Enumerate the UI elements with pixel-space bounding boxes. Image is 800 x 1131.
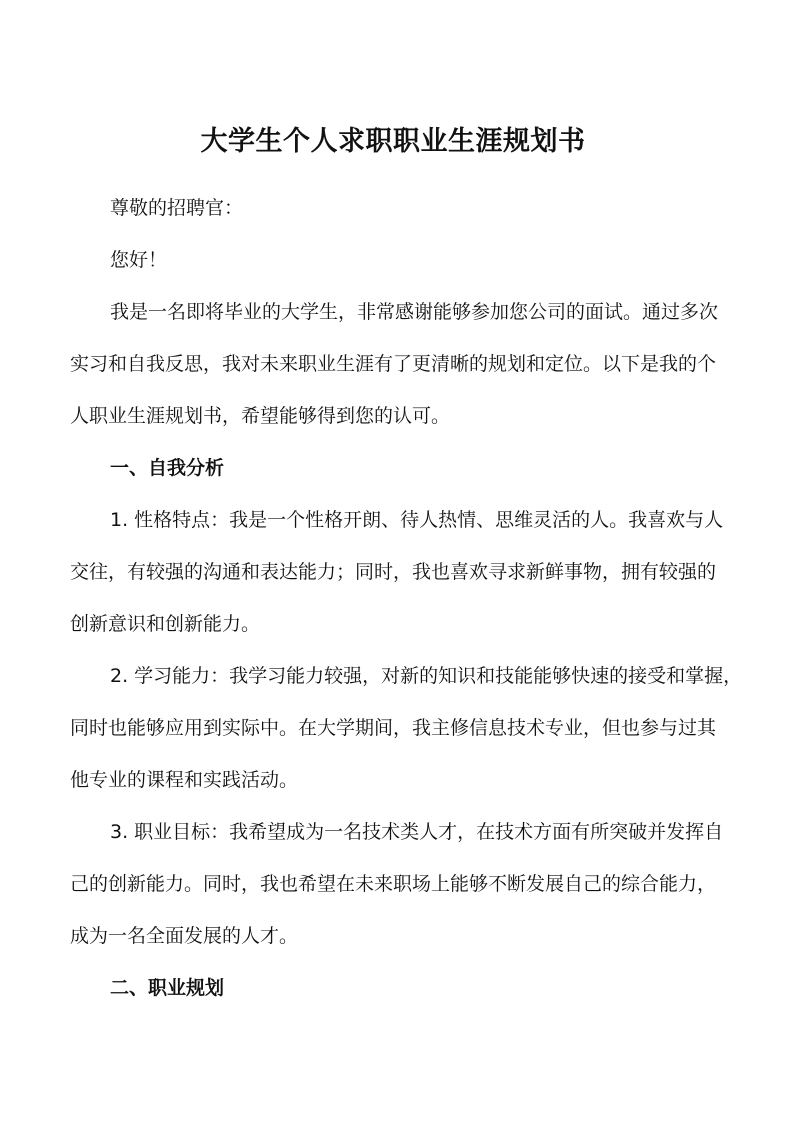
greeting: 您好！ bbox=[110, 249, 168, 271]
item-career-goal bbox=[70, 806, 724, 962]
section-heading-career-plan: 二、职业规划 bbox=[110, 977, 225, 999]
item-line: 3. 职业目标：我希望成为一名技术类人才，在技术方面有所突破并发挥自 bbox=[110, 821, 724, 843]
item-line: 交往，有较强的沟通和表达能力；同时，我也喜欢寻求新鲜事物，拥有较强的 bbox=[70, 561, 717, 583]
intro-paragraph bbox=[70, 286, 719, 442]
document-title: 大学生个人求职职业生涯规划书 bbox=[200, 126, 586, 157]
item-personality bbox=[70, 494, 724, 650]
item-line: 2. 学习能力：我学习能力较强，对新的知识和技能能够快速的接受和掌握， bbox=[110, 665, 743, 687]
item-learning-ability bbox=[70, 650, 743, 806]
intro-line: 人职业生涯规划书，希望能够得到您的认可。 bbox=[70, 405, 451, 427]
intro-line: 我是一名即将毕业的大学生，非常感谢能够参加您公司的面试。通过多次 bbox=[110, 301, 719, 323]
salutation: 尊敬的招聘官： bbox=[110, 197, 244, 219]
item-line: 他专业的课程和实践活动。 bbox=[70, 769, 299, 791]
item-line: 己的创新能力。同时，我也希望在未来职场上能够不断发展自己的综合能力， bbox=[70, 873, 717, 895]
item-line: 同时也能够应用到实际中。在大学期间，我主修信息技术专业，但也参与过其 bbox=[70, 717, 717, 739]
item-line: 1. 性格特点：我是一个性格开朗、待人热情、思维灵活的人。我喜欢与人 bbox=[110, 509, 724, 531]
item-line: 成为一名全面发展的人才。 bbox=[70, 925, 299, 947]
section-heading-self-analysis: 一、自我分析 bbox=[110, 457, 225, 479]
intro-line: 实习和自我反思，我对未来职业生涯有了更清晰的规划和定位。以下是我的个 bbox=[70, 353, 717, 375]
item-line: 创新意识和创新能力。 bbox=[70, 613, 261, 635]
